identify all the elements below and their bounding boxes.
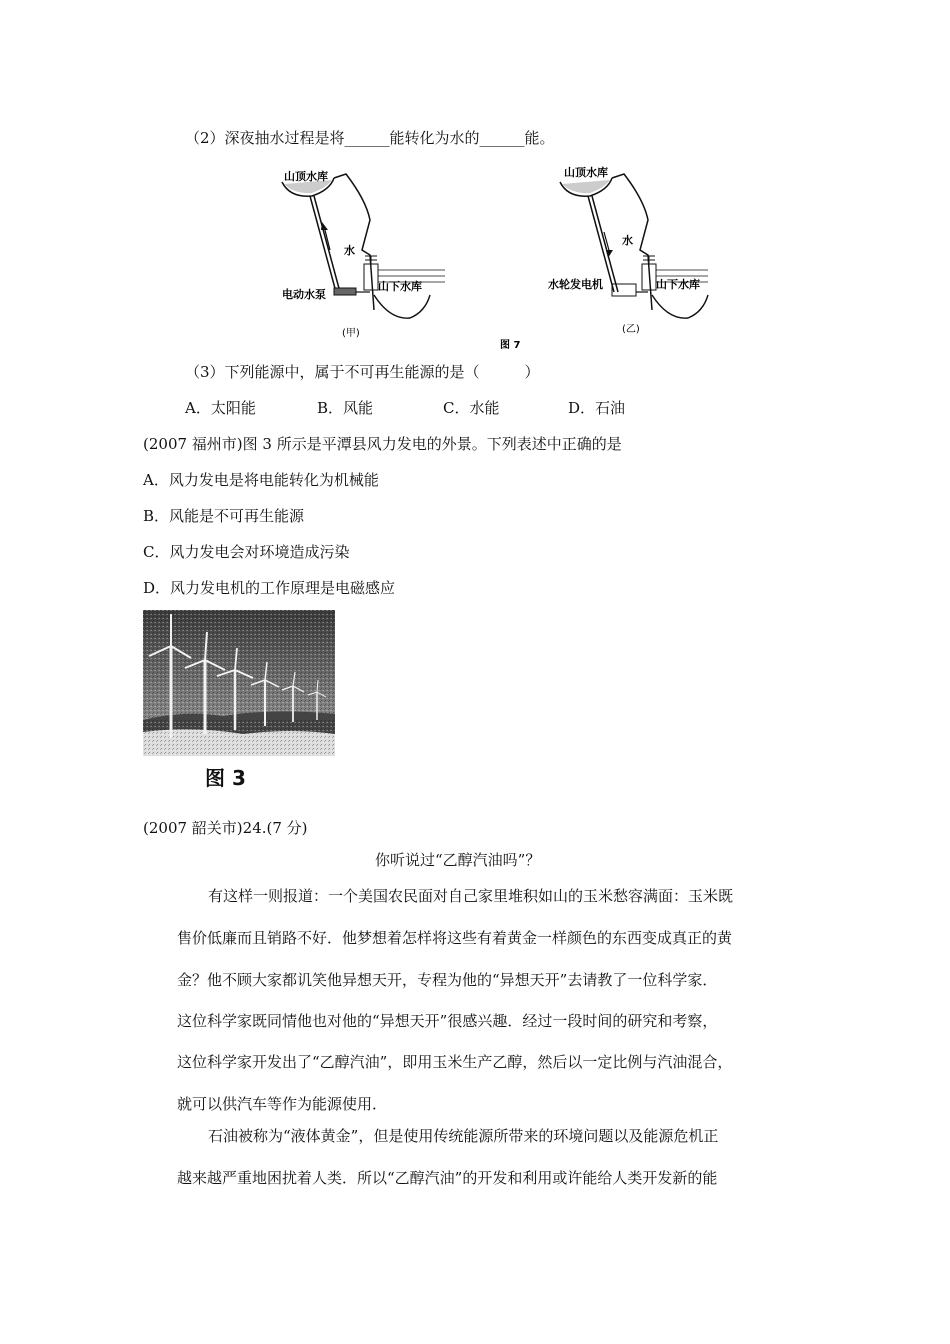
caption-yi: (乙) <box>622 324 640 335</box>
fuzhou-option-a: A．风力发电是将电能转化为机械能 <box>143 471 379 489</box>
top-reservoir-label-left: 山顶水库 <box>284 170 328 183</box>
passage-line-5: 这位科学家开发出了“乙醇汽油”，即用玉米生产乙醇，然后以一定比例与汽油混合， <box>177 1053 733 1071</box>
question-2: （2）深夜抽水过程是将______能转化为水的______能。 <box>185 129 555 147</box>
q3-option-d: D．石油 <box>568 399 626 417</box>
fuzhou-option-b: B．风能是不可再生能源 <box>143 507 305 525</box>
turbine-label: 水轮发电机 <box>548 278 603 291</box>
bottom-reservoir-label-right: 山下水库 <box>656 278 700 291</box>
passage-title: 你听说过“乙醇汽油吗”？ <box>375 851 541 869</box>
question-3: （3）下列能源中，属于不可再生能源的是（ ） <box>185 363 540 381</box>
q3-option-b: B．风能 <box>317 399 374 417</box>
wind-farm-photo <box>143 610 335 756</box>
figure-3-caption: 图 3 <box>205 766 246 790</box>
passage-line-3: 金？他不顾大家都讥笑他异想天开，专程为他的“异想天开”去请教了一位科学家． <box>177 971 718 989</box>
passage-line-8: 越来越严重地困扰着人类．所以“乙醇汽油”的开发和利用或许能给人类开发新的能 <box>177 1169 718 1187</box>
caption-jia: (甲) <box>342 328 360 339</box>
water-label-left: 水 <box>344 244 355 257</box>
fuzhou-option-d: D．风力发电机的工作原理是电磁感应 <box>143 579 396 597</box>
figure-7-label: 图 7 <box>500 340 521 351</box>
passage-line-4: 这位科学家既同情他也对他的“异想天开”很感兴趣．经过一段时间的研究和考察， <box>177 1012 718 1030</box>
diagram-pumping <box>282 169 445 339</box>
diagram-generating <box>548 165 708 335</box>
fuzhou-stem: (2007 福州市)图 3 所示是平潭县风力发电的外景。下列表述中正确的是 <box>143 435 622 453</box>
passage-line-7: 石油被称为“液体黄金”，但是使用传统能源所带来的环境问题以及能源危机正 <box>208 1127 719 1145</box>
top-reservoir-label-right: 山顶水库 <box>564 166 608 179</box>
q3-option-a: A．太阳能 <box>185 399 256 417</box>
pump-label: 电动水泵 <box>282 288 326 301</box>
pumped-storage-diagram <box>270 160 720 355</box>
passage-line-6: 就可以供汽车等作为能源使用． <box>177 1095 388 1113</box>
passage-line-1: 有这样一则报道：一个美国农民面对自己家里堆积如山的玉米愁容满面：玉米既 <box>208 887 734 905</box>
passage-line-2: 售价低廉而且销路不好．他梦想着怎样将这些有着黄金一样颜色的东西变成真正的黄 <box>177 929 733 947</box>
q3-option-c: C．水能 <box>443 399 500 417</box>
shaoguan-header: (2007 韶关市)24.(7 分) <box>143 819 308 837</box>
bottom-reservoir-label-left: 山下水库 <box>378 280 422 293</box>
fuzhou-option-c: C．风力发电会对环境造成污染 <box>143 543 350 561</box>
water-label-right: 水 <box>622 234 633 247</box>
